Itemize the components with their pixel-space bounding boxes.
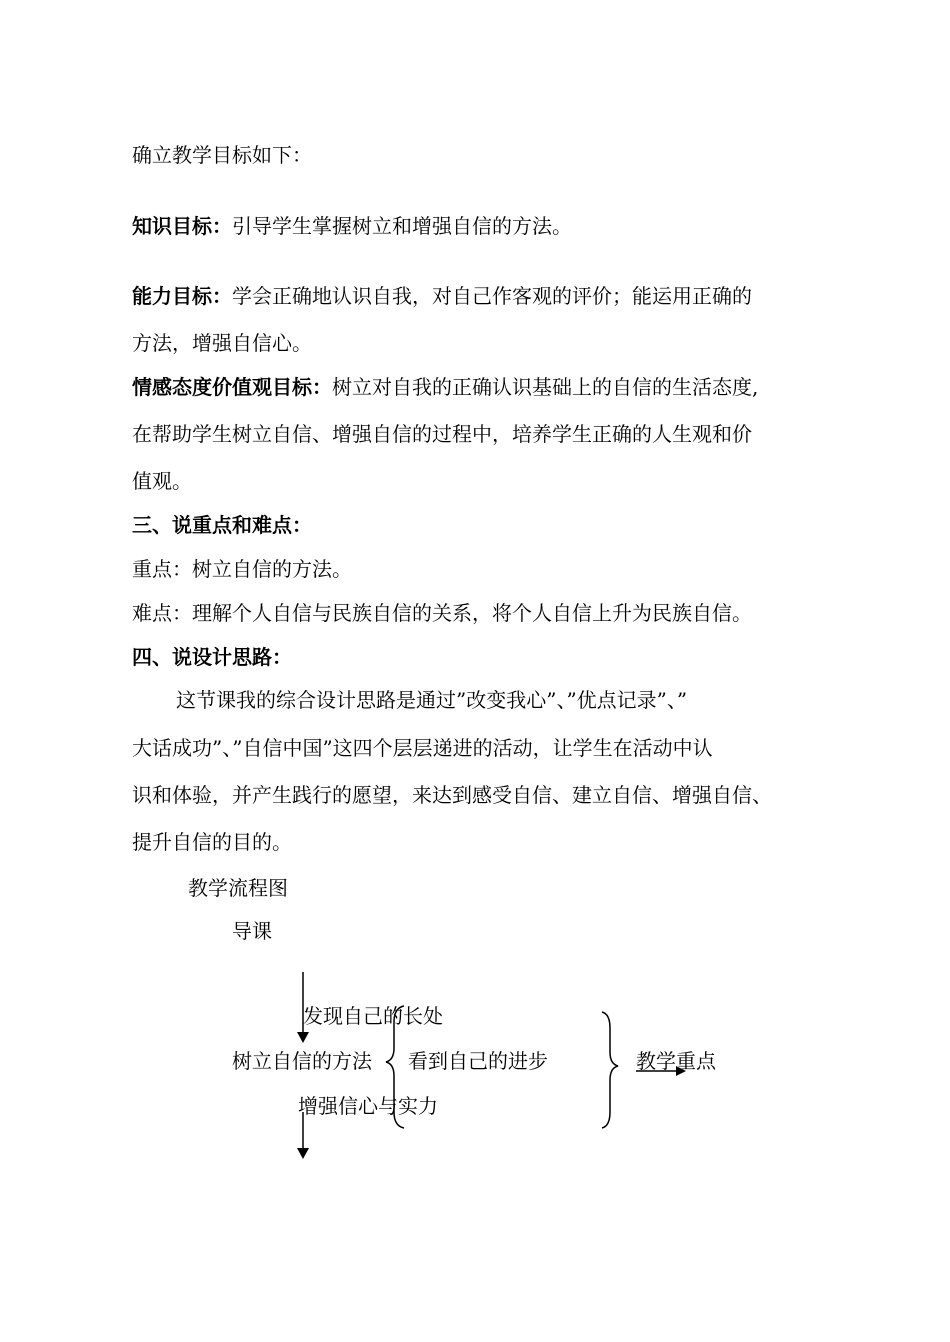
flowchart-start: 导课	[232, 919, 272, 943]
section3-heading: 三、说重点和难点：	[132, 513, 312, 537]
flowchart-title: 教学流程图	[188, 876, 288, 900]
knowledge-goal-text: 引导学生掌握树立和增强自信的方法。	[232, 214, 572, 238]
branch-3: 增强信心与实力	[298, 1094, 438, 1118]
result-node: 教学重点	[636, 1049, 716, 1073]
emotion-goal-label: 情感态度价值观目标：	[132, 375, 332, 399]
branch-1: 发现自己的长处	[303, 1004, 443, 1028]
ability-goal-cont: 方法，增强自信心。	[132, 331, 312, 355]
section4-heading: 四、说设计思路：	[132, 645, 292, 669]
arrowhead-upper	[297, 1032, 309, 1043]
emotion-goal-cont-2: 值观。	[132, 469, 192, 493]
emotion-goal-text: 树立对自我的正确认识基础上的自信的生活态度,	[332, 375, 759, 399]
knowledge-goal-label: 知识目标：	[132, 214, 232, 238]
difficulty: 难点：理解个人自信与民族自信的关系，将个人自信上升为民族自信。	[132, 601, 752, 625]
main-node: 树立自信的方法	[232, 1049, 372, 1073]
design-para-1: 这节课我的综合设计思路是通过”改变我心”、”优点记录”、”	[176, 688, 688, 712]
design-para-2: 大话成功”、”自信中国”这四个层层递进的活动，让学生在活动中认	[132, 736, 713, 760]
ability-goal-text: 学会正确地认识自我，对自己作客观的评价；能运用正确的	[232, 284, 752, 308]
emotion-goal-cont-1: 在帮助学生树立自信、增强自信的过程中，培养学生正确的人生观和价	[132, 422, 752, 446]
branch-2: 看到自己的进步	[408, 1049, 548, 1073]
ability-goal-label: 能力目标：	[132, 284, 232, 308]
key-point: 重点：树立自信的方法。	[132, 557, 352, 581]
design-para-3: 识和体验，并产生践行的愿望，来达到感受自信、建立自信、增强自信、	[132, 783, 772, 807]
design-para-4: 提升自信的目的。	[132, 830, 292, 854]
arrowhead-lower	[297, 1148, 309, 1159]
intro-line: 确立教学目标如下：	[132, 143, 312, 167]
right-brace	[602, 1012, 618, 1128]
